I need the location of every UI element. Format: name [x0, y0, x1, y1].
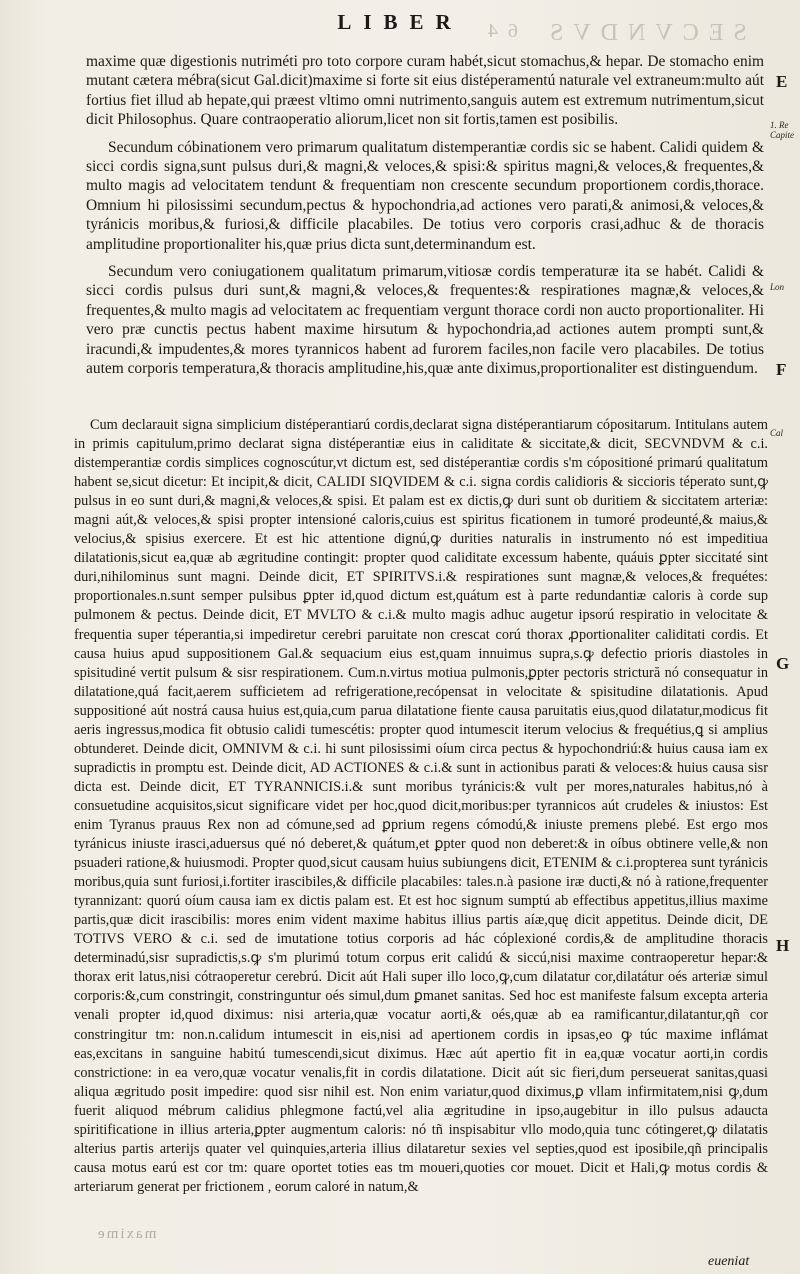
margin-note: 1. Re Capite — [770, 120, 794, 140]
margin-letter-h: H — [776, 936, 790, 955]
main-paragraph: maxime quæ digestionis nutriméti pro toto corpore curam habét,sicut stomachus,& hepar. De stomacho enim mutant cætera mébra(sicut Gal.dicit)maxime si forte sit eius distéperamentú naturale vel extraneum:multo aút fortius fiet illud ab hepate,qui præest vltimo omni nutrimento,sanguis autem est extremum nutrimentum,sicut dicit Philosophus. Quare contraoperatio aliorum,licet non sit fortis,tamen est posibilis. — [86, 53, 764, 129]
margin-note: Lon — [770, 282, 785, 292]
margin-letter-e: E — [776, 72, 788, 91]
commentary-block — [74, 416, 768, 1197]
margin-note: Cal — [770, 428, 784, 438]
margin-letter-g: G — [776, 654, 790, 673]
main-text-block — [86, 52, 764, 387]
main-paragraph: Secundum vero coniugationem qualitatum primarum,vitiosæ cordis temperaturæ ita se habét. Calidi & sicci cordis pulsus duri sunt,& magni,& veloces,& frequentes:& respirationes magnæ,& veloces,& frequentes,& multo magis ad velocitatem ac frequentiam vergunt thorace cordi non aucto proportionaliter. Hi vero præ cunctis pectus habent maxime hirsutum & hypochondria,ad actiones autem prompti sunt,& iracundi,& impudentes,& mores tyrannicos habent ad furorem faciles,non facile vero placabiles. De totius autem corporis temperatura,& thoracis amplitudine,his,quæ ante diximus,proportionaliter est distinguendum. — [86, 263, 764, 378]
page-header — [0, 6, 800, 46]
margin-letter-f: F — [776, 360, 787, 379]
commentary-paragraph: Cum declarauit signa simplicium distéperantiarú cordis,declarat signa distéperantiarum cópositarum. Intitulans autem in primis capitulum,primo declarat signa distéperantiæ eius in caliditate & siccitate,& dicit, SECVNDVM & c.i. distemperantiæ cordis simplices cognoscútur,vt dictum est, sed distéperantiæ cordis s'm cópositioné primarú qualitatum habent se,sicut dicetur: Et incipit,& dicit, CALIDI SIQVIDEM & c.i. signa cordis calidioris & siccioris téperato sunt,ꝙ pulsus in eo sunt duri,& magni,& veloces,& spisi. Et palam est ex dictis,ꝙ duri sunt ob duritiem & siccitatem arteriæ: magni aút,& veloces,& spisi propter intensioné caloris,cuius est spiritus ficationem in tumoré prodeunté,& maius,& velocius,& spisius exercere. Et est hic attentione dignú,ꝙ durities naturalis in instrumento nó est impeditiua dilatationis,sicut ea,quæ ab ægritudine contingit: propter quod caliditate excessum habente, quáuis ꝑpter siccitaté sint duri,nihilominus sunt magni. Deinde dicit, ET SPIRITVS.i.& respirationes sunt magnæ,& veloces,& frequétes: proportionales.n.sunt semper pulsibus ꝑpter id,quod dictum est,quátum est à parte redundantiæ caloris à corde sup pulmonem & pectus. Deinde dicit, ET MVLTO & c.i.& multo magis adhuc augetur ipsorú respiratio in velocitate & frequentia super téperantia,si impediretur cerebri paruitate non crescat corú thorax ꝓportionaliter caliditati cordis. Et causa huius apud suppositionem Gal.& sequacium eius est,quam innuimus supra,s.ꝙ defectio prioris diastoles in spisitudiné vertit pulsum & sisr respirationem. Cum.n.virtus motiua pulmonis,ꝑpter pectoris strictură nó consequatur in dilatatione,quá facit,aerem sufficietem ad refrigeratione,recópensat in velocitate & spisitudine dilatationis. Apud suppositioné aút nostrá causa huius est,quia,cum parua dilatatione fiente causa paruitatis eius,quod dilatatur,modicus fit aeris ingressus,modica fit obtusio calidi tumescétis: propter quod intumescit iterum velocius & frequétius,ꝗ si amplius obtunderet. Deinde dicit, OMNIVM & c.i. hi sunt pilosissimi oíum circa pectus & hypochondriú:& huius causa iam ex supradictis in promptu est. Deinde dicit, AD ACTIONES & c.i.& sunt in actionibus parati & veloces:& huius causa sisr dicta est. Deinde dicit, ET TYRANNICIS.i.& sunt moribus tyránicis:& vult per mores,naturales habitus,nó à consuetudine acquisitos,sicut significare videt per hoc,quod dicit,moribus:per tyrannicos aút crudeles & iniustos: Est enim Tyranus prauus Rex non ad cómune,sed ad ꝑprium regens cómodú,& iniuste premens plebé. Est ergo mos tyránicus iniuste irasci,aduersus qué nó deberet,& quátum,et ꝑpter quod non deberet:& in oíbus obtinere velle,& non psuaderi ratione,& huiusmodi. Propter quod,sicut causam huius subiungens dicit, ETENIM & c.i.propterea sunt tyránicis moribus,quia sunt furiosi,i.fortiter irascibiles,& difficile placabiles: tales.n.à pasione iræ ducti,& nó à ratione,frequenter tyrannizant: quorú oíum causa iam ex dictis palam est. Et est hoc signum sumptú ab effectibus appetitus,illius maxime partis,quæ dicit irascibilis: mores enim vident maxime habitus illius partis aíæ,quę dicit appetitus. Deinde dicit, DE TOTIVS VERO & c.i. sed de imutatione totius corporis ad hác cóplexioné cordis,& de amplitudine thoracis determinadú,sisr supradictis,s.ꝙ s'm plurimú totum corpus erit calidú & siccú,nisi maxime contraoperetur hepar:& thorax erit latus,nisi cótraoperetur cerebrú. Dicit aút Hali super illo loco,ꝙ,cum dilatatur cor,dilatátur oés arteriæ simul corporis:&,cum constringit, constringuntur oés simul,dum ꝑmanet sanitas. Sed hoc est manifeste falsum excepta arteria venali propter id,quod diximus: nisi arteria,quæ vocatur aorti,& oés,quæ ab ea ramificantur,dilatantur,qñ cor constringitur tm: non.n.calidum intumescit in eis,nisi ad apertionem cordis in ipsas,eo ꝙ túc maxime inflámat eas,excitans in sanguine habitú tumescendi,sicut diximus. Hæc aút apertio fit in ea,quæ vocatur aorti,in cordis constrictione: in ea vero,quæ vocatur venalis,fit in cordis dilatatione. Dicit aút sic fieri,dum perseuerat sanitas,quasi aliqua ægritudo posit impedire: quod sisr nihil est. Non enim variatur,quod diximus,ꝑ vllam infirmitatem,nisi ꝙ,dum fuerit aliquod mébrum calidius phlegmone factú,vel alia ægritudine in ipso,augebitur in illo pulsus adaucta spiritificatione in illius arteria,ꝑpter augmentum caloris: nó tñ inspisabitur vllo modo,quia tunc cótingeret,ꝙ dilatatis alterius partis arterijs quater vel quinquies,arteria illius dilataretur sexies vel septies,quod est iposibile,qñ principalis causa motus earú est cor tm: quare oportet toties eas tm moueri,quoties cor mouet. Dicit et Hali,ꝙ motus cordis & arteriarum generat per frictionem , eorum caloré in natum,& — [74, 417, 768, 1195]
bleed-through-number: 64 — [478, 20, 518, 42]
bleed-through-word: maxime — [96, 1226, 157, 1242]
main-paragraph: Secundum cóbinationem vero primarum qualitatum distemperantiæ cordis sic se habent. Calidi quidem & sicci cordis signa,sunt pulsus duri,& magni,& veloces,& spisi:& spiritus magni,& veloces,& frequentes,& multo magis ad velocitatem tendunt & frequentiam non crescente secundum proportionem cordis,thorace. Omnium hi pilosissimi secundum,pectus & hypochondria,ad actiones vero parati,& animosi,& veloces,& tyránicis moribus,& furiosi,& difficile placabiles. De totius vero corporis crasi,adhuc & de thoracis amplitudine proportionaliter his,quæ prius dicta sunt,determinandum est. — [86, 138, 764, 253]
catchword: eueniat — [708, 1254, 750, 1269]
bleed-through-heading: SECVNDVS — [540, 20, 747, 46]
running-title: LIBER — [337, 10, 463, 34]
